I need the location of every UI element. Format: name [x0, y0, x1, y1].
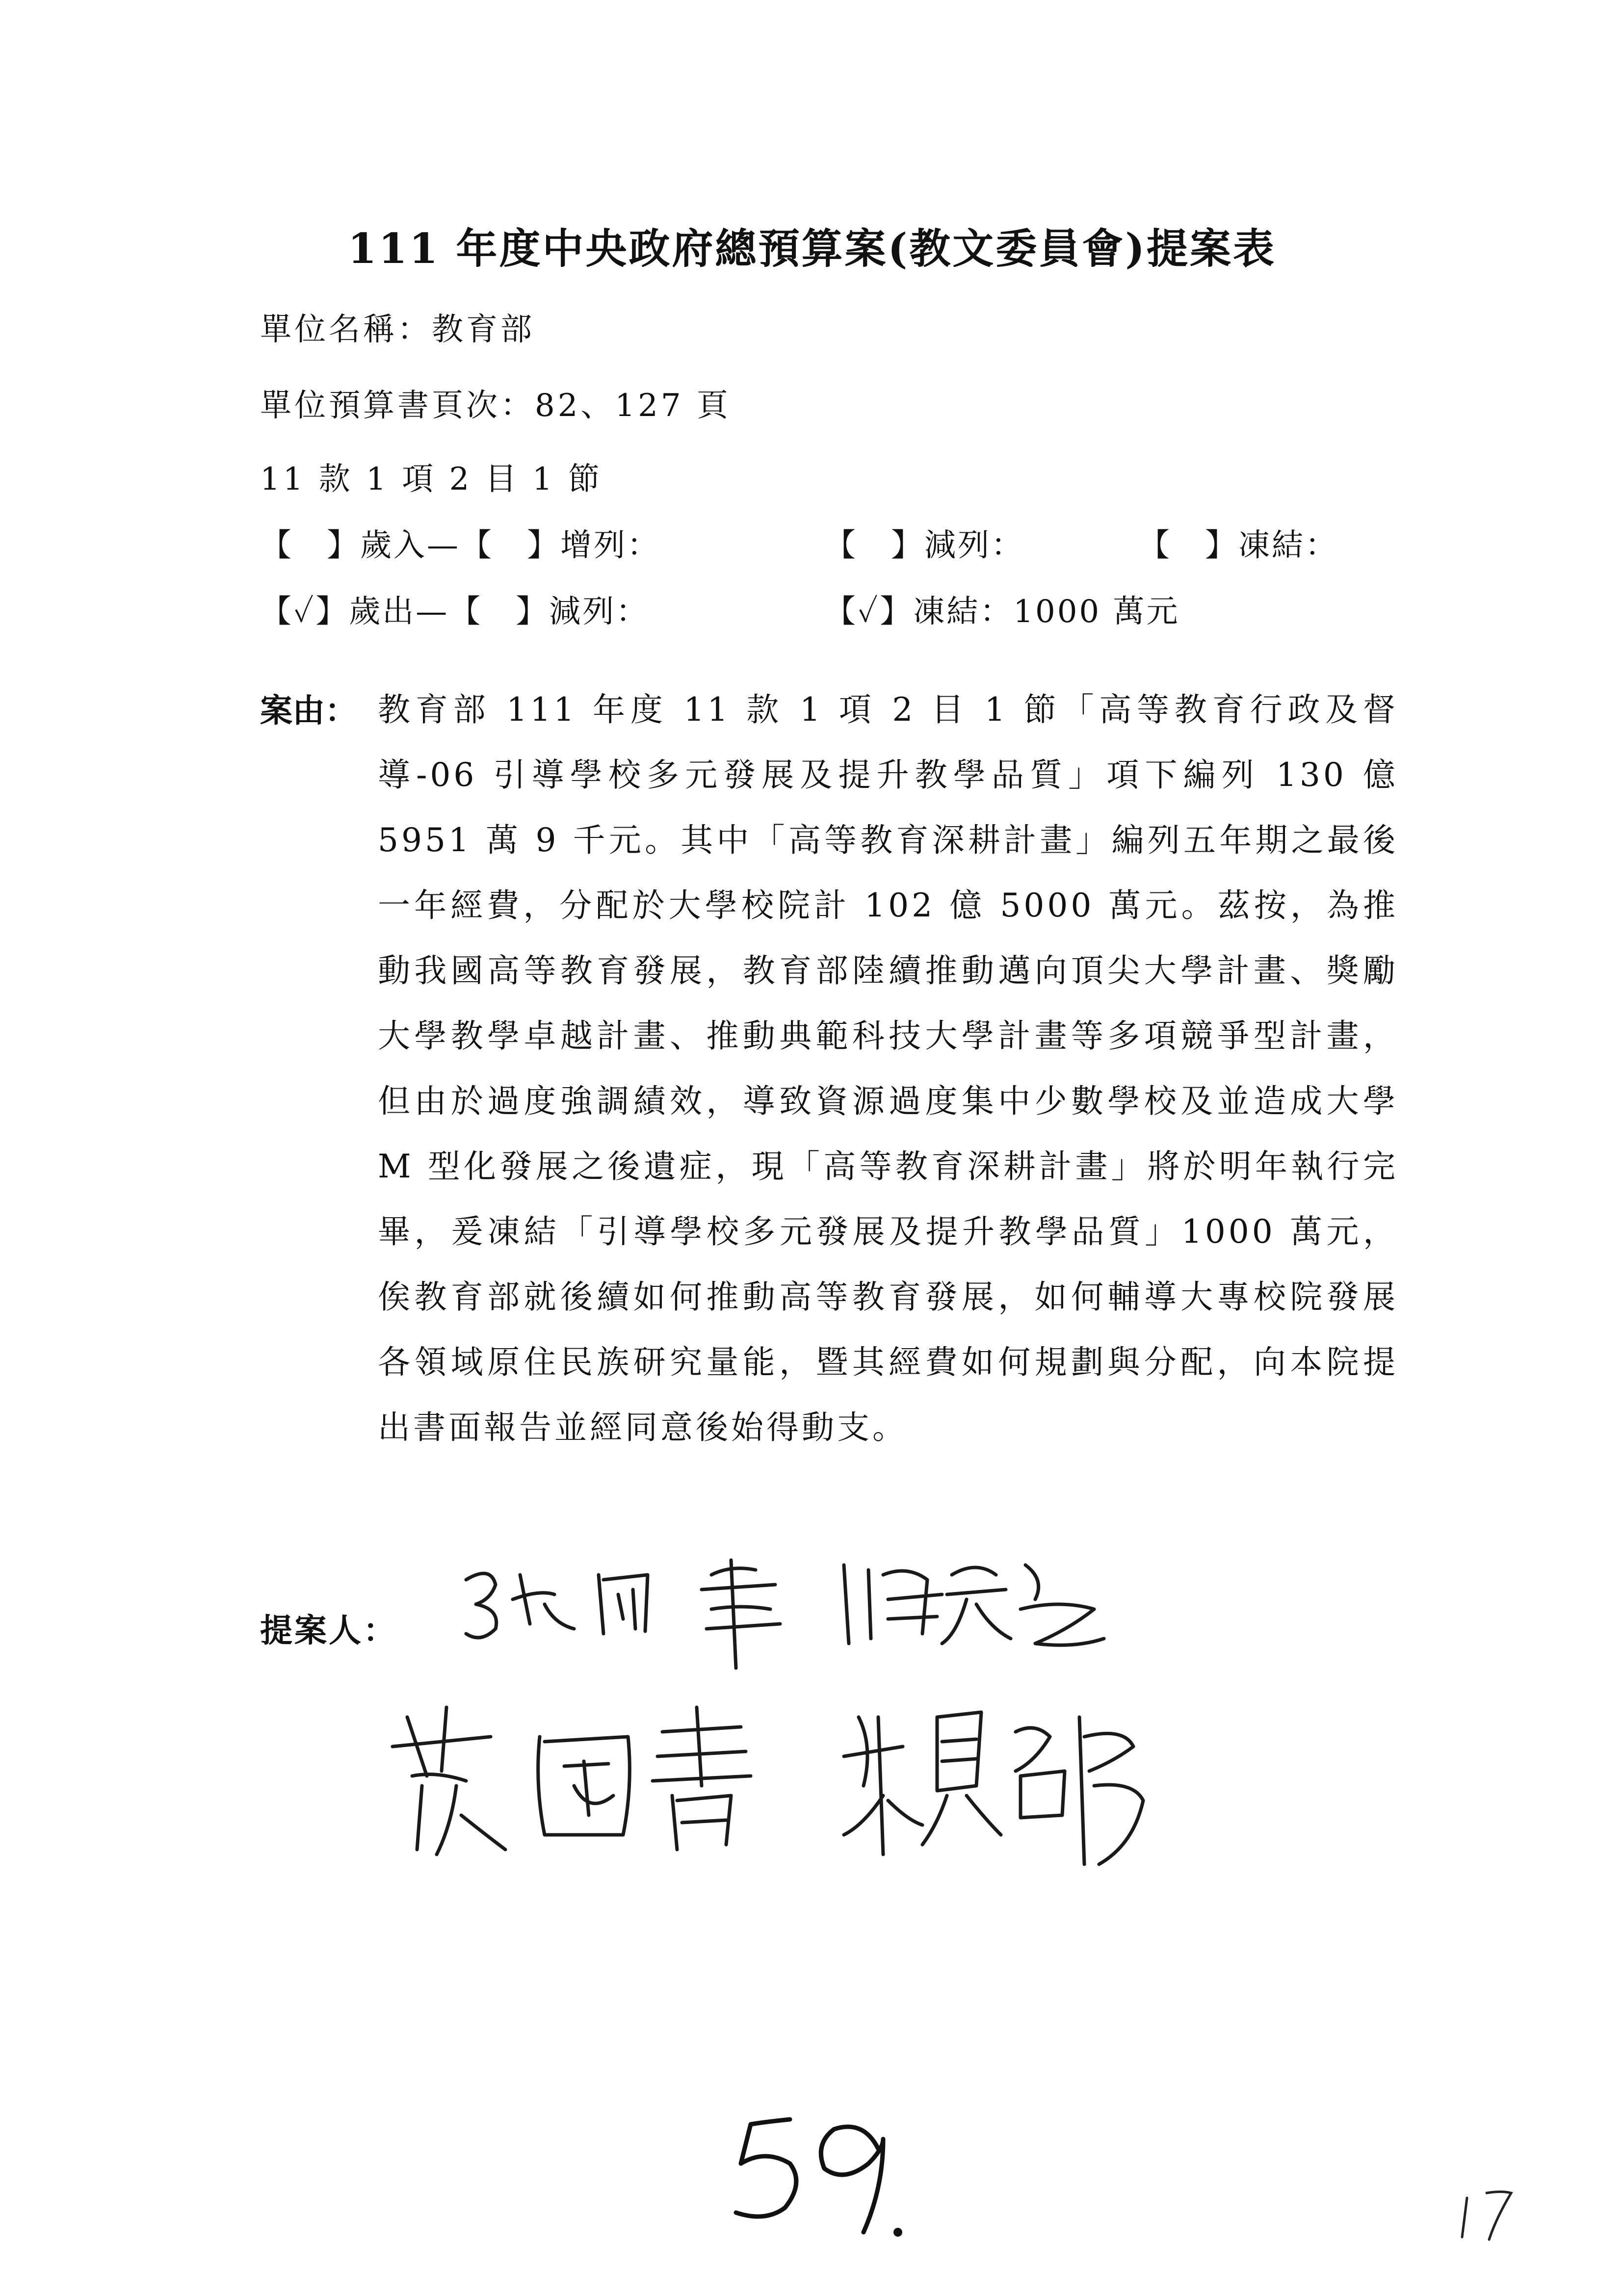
- reason-label: 案由：: [260, 691, 357, 730]
- signature-4: [393, 1707, 751, 1854]
- income-freeze-checkbox: 【 】凍結：: [1138, 527, 1338, 564]
- signature-5: [844, 1712, 1143, 1864]
- signature-row-2: [378, 1688, 1163, 1874]
- form-title: 111 年度中央政府總預算案(教文委員會)提案表: [347, 224, 1277, 273]
- expense-checkbox-group: 【✓】歲出—【 】減列：: [260, 594, 650, 630]
- section-field: 11 款 1 項 2 目 1 節: [260, 461, 602, 497]
- income-checkbox-group: 【 】歲入—【 】增列：: [260, 527, 660, 564]
- expense-freeze-checkbox: 【✓】凍結：1000 萬元: [824, 594, 1180, 630]
- corner-handwritten-mark: [1452, 2178, 1531, 2247]
- signature-3: [844, 1565, 1104, 1645]
- handwritten-page-number: [721, 2110, 927, 2247]
- reason-text: 教育部 111 年度 11 款 1 項 2 目 1 節「高等教育行政及督導-06 引導學校多元發展及提升教學品質」項下編列 130 億 5951 萬 9 千元。其中「高等教育深耕計畫」編列五年期之最後一年經費，分配於大學校院計 102 億 5000 萬元。茲按，為推動我國高等教育發展，教育部陸續推動邁向頂尖大學計畫、獎勵大學教學卓越計畫、推動典範科技大學計畫等多項競爭型計畫，但由於過度強調績效，導致資源過度集中少數學校及並造成大學 M 型化發展之後遺症，現「高等教育深耕計畫」將於明年執行完畢，爰凍結「引導學校多元發展及提升教學品質」1000 萬元，俟教育部就後續如何推動高等教育發展，如何輔導大專校院發展各領域原住民族研究量能，暨其經費如何規劃與分配，向本院提出書面報告並經同意後始得動支。: [378, 691, 1398, 1446]
- budget-pages-field: 單位預算書頁次：82、127 頁: [260, 388, 731, 424]
- income-decrease-checkbox: 【 】減列：: [824, 527, 1024, 564]
- signature-row-1: [456, 1545, 1192, 1673]
- proposer-label: 提案人：: [260, 1611, 397, 1649]
- signature-1: [466, 1573, 648, 1638]
- unit-name-field: 單位名稱：教育部: [260, 312, 535, 348]
- signature-2: [702, 1560, 780, 1668]
